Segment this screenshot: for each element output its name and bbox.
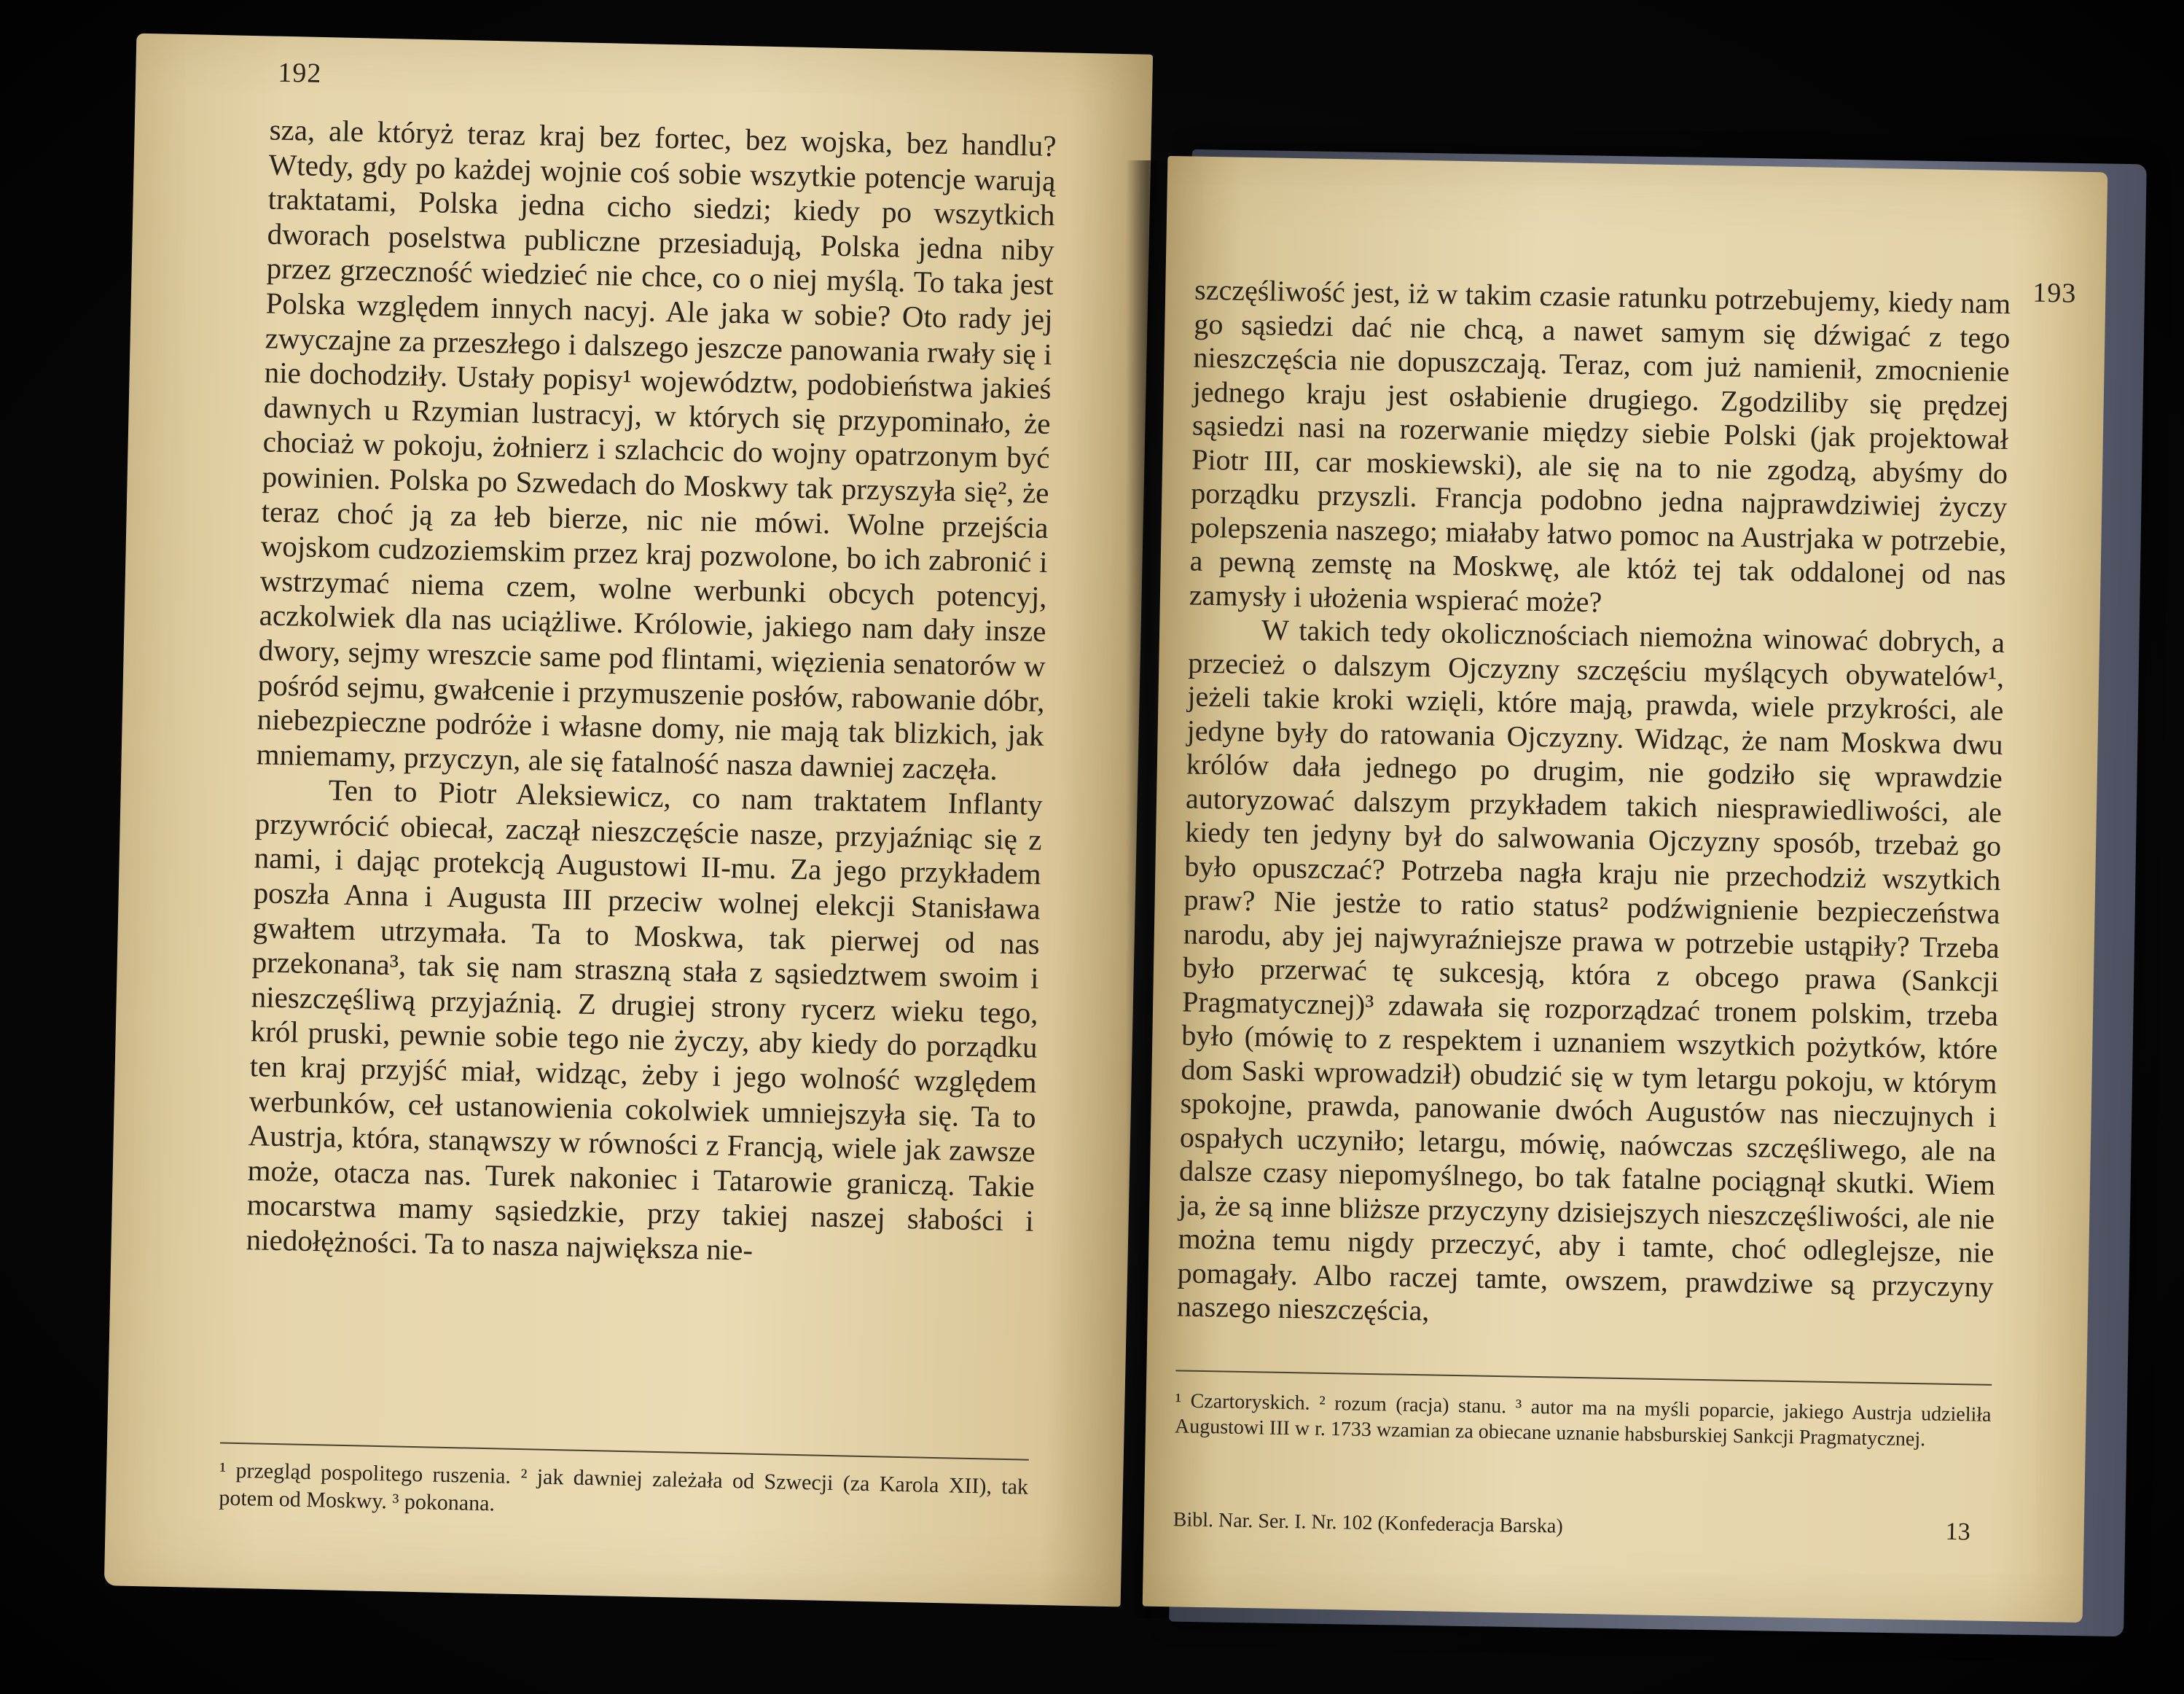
right-page-body	[1177, 273, 2011, 1338]
left-page-body	[246, 112, 1057, 1273]
right-footnotes	[1175, 1388, 1992, 1453]
signature-number: 13	[1945, 1518, 1971, 1546]
right-footnote-text: ¹ Czartoryskich. ² rozum (racja) stanu. ³ autor ma na myśli poparcie, jakiego Austrja udzieliła Augustowi III w r. 1733 wzamian za obiecane uznanie habsburskiej Sankcji Pragmatycznej.	[1174, 1389, 1992, 1451]
right-paragraph-1: szczęśliwość jest, iż w takim czasie ratunku potrzebujemy, kiedy nam go sąsiedzi dać nie chcą, a nawet samym się dźwigać z tego nieszczęścia nie dopuszczają. Teraz, com już namienił, zmocnienie jednego kraju jest osłabienie drugiego. Zgodziliby się prędzej sąsiedzi nasi na rozerwanie między siebie Polski (jak projektował Piotr III, car moskiewski), ale się na to nie zgodzą, abyśmy do porządku przyszli. Francja podobno jedna najprawdziwiej życzy polepszenia naszego; miałaby łatwo pomoc na Austrjaka w potrzebie, a pewną zemstę na Moskwę, ale któż tej tak oddalonej od nas zamysły i ułożenia wspierać może?	[1189, 273, 2011, 618]
left-footnote-rule	[220, 1442, 1029, 1460]
right-paragraph-2: W takich tedy okolicznościach niemożna winować dobrych, a przecież o dalszym Ojczyzny szczęściu myślących obywatelów¹, jeżeli takie kroki wzięli, które mają, prawda, wiele przykrości, ale jedyne były do ratowania Ojczyzny. Widząc, że nam Moskwa dwu królów dała jednego po drugim, nie godziło się wprawdzie autoryzować dalszym przykładem takich niesprawiedliwości, ale kiedy ten jedyny był do salwowania Ojczyzny sposób, trzebaż go było opuszczać? Potrzeba nagła kraju nie przechodziż wszytkich praw? Nie jestże to ratio status² podźwignienie bezpieczeństwa narodu, aby jej najwyraźniejsze prawa w potrzebie ustąpiły? Trzeba było przerwać tę sukcesją, która z obcego prawa (Sankcji Pragmatycznej)³ zdawała się rozporządzać tronem polskim, trzeba było (mówię to z respektem i uznaniem wszytkich pożytków, które dom Saski wprowadził) obudzić się w tym letargu pokoju, w którym spokojne, prawda, panowanie dwóch Augustów nas nieczujnych i ospałych uczyniło; letargu, mówię, naówczas szczęśliwego, ale na dalsze czasy niepomyślnego, bo tak fatalne pociągnął skutki. Wiem ja, że są inne bliższe przyczyny dzisiejszych nieszczęśliwości, ale nie można temu nigdy przeczyć, aby i tamte, choć odleglejsze, nie pomagały. Albo raczej tamte, owszem, prawdziwe są przyczyny naszego nieszczęścia,	[1176, 613, 2005, 1327]
left-page	[104, 34, 1153, 1607]
right-footnote-rule	[1175, 1370, 1992, 1386]
left-paragraph-2: Ten to Piotr Aleksiewicz, co nam traktatem Inflanty przywrócić obiecał, zaczął nieszczęście nasze, przyjaźniąc się z nami, i dając protekcją Augustowi II-mu. Za jego przykładem poszła Anna i Augusta III przeciw wolnej elekcji Stanisława gwałtem utrzymała. Ta to Moskwa, tak pierwej od nas przekonana³, tak się nam straszną stała z sąsiedztwem swoim i nieszczęśliwą przyjaźnią. Z drugiej strony rycerz wieku tego, król pruski, pewnie sobie tego nie życzy, aby kiedy do porządku ten kraj przyjść miał, widząc, żeby i jego wolność względem werbunków, ceł ustanowienia cokolwiek umniejszyła się. Ta to Austrja, która, stanąwszy w równości z Francją, wiele jak zawsze może, otacza nas. Turek nakoniec i Tatarowie graniczą. Takie mocarstwa mamy sąsiedzkie, przy takiej naszej słabości i niedołężności. Ta to nasza największa nie-	[246, 773, 1044, 1267]
left-footnote-text: ¹ przegląd pospolitego ruszenia. ² jak dawniej zależała od Szwecji (za Karola XII), tak potem od Moskwy. ³ pokonana.	[219, 1458, 1029, 1516]
left-paragraph-1: sza, ale któryż teraz kraj bez fortec, bez wojska, bez handlu? Wtedy, gdy po każdej wojnie coś sobie wszytkie potencje warują traktatami, Polska jedna cicho siedzi; kiedy po wszytkich dworach poselstwa publiczne przesiadują, Polska jedna niby przez grzeczność wiedzieć nie chce, co o niej myślą. To taka jest Polska względem innych nacyj. Ale jaka w sobie? Oto rady jej zwyczajne za przeszłego i dalszego jeszcze panowania rwały się i nie dochodziły. Ustały popisy¹ województw, podobieństwa jakieś dawnych u Rzymian lustracyj, w których się przypominało, że chociaż w pokoju, żołnierz i szlachcic do wojny opatrzonym być powinien. Polska po Szwedach do Moskwy tak przyszyła się², że teraz choć ją za łeb bierze, nic nie mówi. Wolne przejścia wojskom cudzoziemskim przez kraj pozwolone, bo ich zabronić i wstrzymać niema czem, wolne werbunki obcych potencyj, aczkolwiek dla nas uciążliwe. Królowie, jakiego nam dały insze dwory, sejmy wreszcie same pod flintami, więzienia senatorów w pośród sejmu, gwałcenie i przymuszenie posłów, rabowanie dóbr, niebezpieczne podróże i własne domy, nie mają tak blizkich, jak mniemamy, przyczyn, ale się fatalność nasza dawniej zaczęła.	[256, 112, 1057, 786]
left-footnotes	[219, 1456, 1028, 1529]
signature-line: Bibl. Nar. Ser. I. Nr. 102 (Konfederacja Barska)	[1173, 1508, 1563, 1538]
right-page	[1143, 156, 2108, 1623]
left-page-number: 192	[277, 57, 322, 89]
right-page-number: 193	[2032, 277, 2077, 309]
